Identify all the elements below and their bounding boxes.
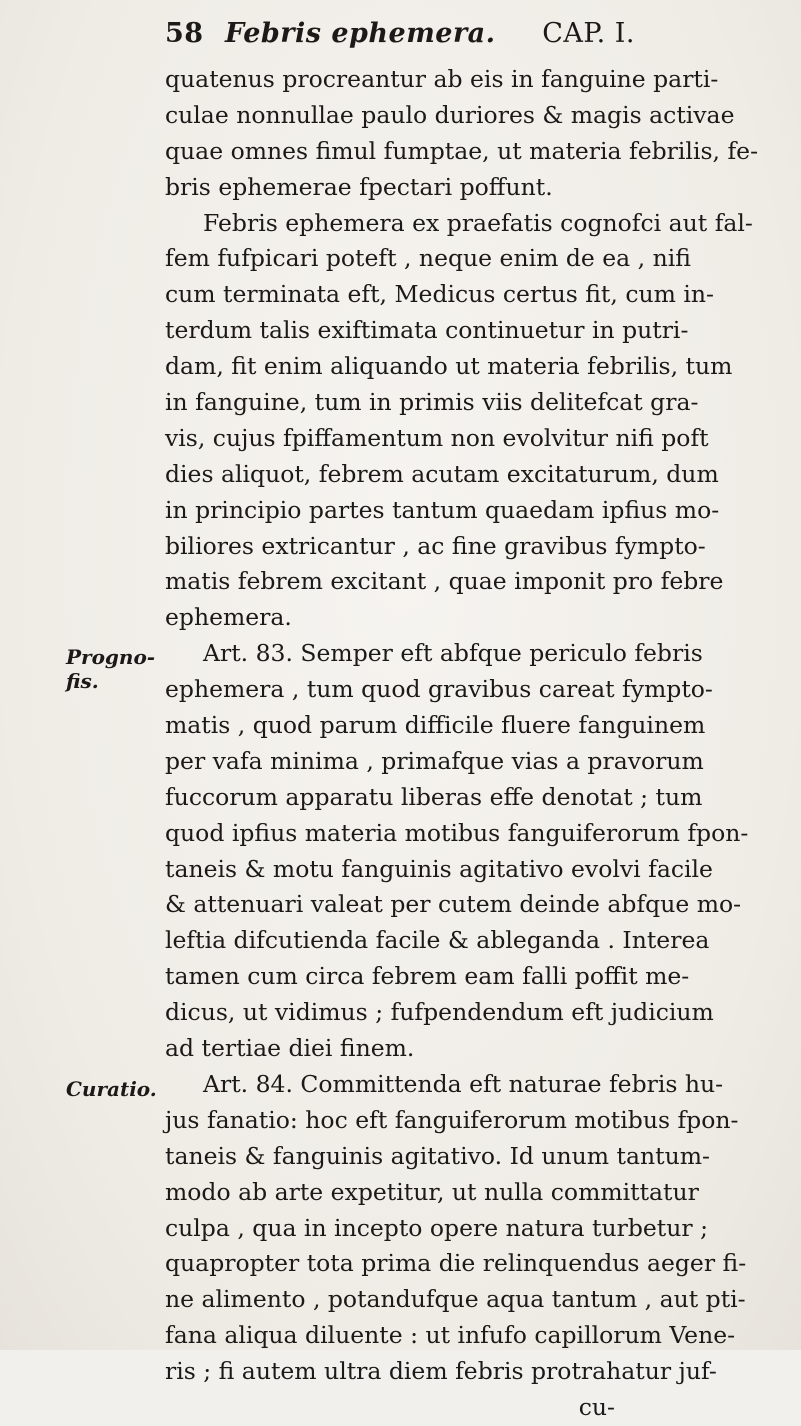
text-line: Art. 84. Committenda eft naturae febris hu-	[203, 1069, 724, 1098]
text-line: & attenuari valeat per cutem deinde abfque mo-	[165, 890, 742, 919]
page-number: 58	[165, 18, 204, 49]
text-line: Febris ephemera ex praefatis cognofci aut fal-	[203, 208, 753, 237]
text-line: ad tertiae diei finem.	[165, 1034, 415, 1063]
text-line: matis febrem excitant , quae imponit pro febre	[165, 567, 724, 596]
text-line: ephemera , tum quod gravibus careat fympto-	[165, 675, 713, 704]
text-line: taneis & fanguinis agitativo. Id unum tantum-	[165, 1141, 710, 1170]
running-title: Febris ephemera.	[225, 18, 496, 49]
text-line: in principio partes tantum quaedam ipfius mo-	[165, 495, 720, 524]
catchword: cu-	[578, 1392, 615, 1421]
text-line: matis , quod parum difficile fluere fanguinem	[165, 711, 706, 740]
margin-note-curatio	[66, 1077, 161, 1101]
margin-note-line: Curatio.	[66, 1077, 157, 1101]
text-line: bris ephemerae fpectari poffunt.	[165, 172, 553, 201]
text-line: fuccorum apparatu liberas effe denotat ; tum	[165, 782, 703, 811]
text-line: terdum talis exiftimata continuetur in putri-	[165, 316, 689, 345]
text-line: taneis & motu fanguinis agitativo evolvi facile	[165, 854, 713, 883]
text-line: fem fufpicari poteft , neque enim de ea , nifi	[165, 244, 691, 273]
text-line: fana aliqua diluente : ut infufo capillorum Vene-	[165, 1321, 736, 1350]
text-line: culpa , qua in incepto opere natura turbetur ;	[165, 1213, 708, 1242]
text-line: dicus, ut vidimus ; fufpendendum eft judicium	[165, 998, 714, 1027]
text-line: ne alimento , potandufque aqua tantum , aut pti-	[165, 1285, 746, 1314]
text-line: quapropter tota prima die relinquendus aeger fi-	[165, 1249, 747, 1278]
text-line: quatenus procreantur ab eis in fanguine parti-	[165, 65, 719, 93]
margin-note-line: Progno-	[66, 645, 156, 669]
text-line: quod ipfius materia motibus fanguiferorum fpon-	[165, 818, 749, 847]
text-line: cum terminata eft, Medicus certus fit, cum in-	[165, 280, 714, 309]
margin-note-line: fis.	[66, 669, 99, 693]
text-line: jus fanatio: hoc eft fanguiferorum motibus fpon-	[165, 1105, 739, 1134]
page-header	[165, 14, 635, 54]
text-line: quae omnes fimul fumptae, ut materia febrilis, fe-	[165, 136, 759, 165]
text-line: in fanguine, tum in primis viis delitefcat gra-	[165, 388, 699, 417]
margin-note-prognosis	[66, 645, 161, 693]
chapter-label: CAP. I.	[542, 18, 635, 49]
text-line: modo ab arte expetitur, ut nulla committatur	[165, 1177, 699, 1206]
text-line: ris ; fi autem ultra diem febris protrahatur juf-	[165, 1357, 717, 1386]
body-text	[165, 62, 759, 1426]
text-line: per vafa minima , primafque vias a pravorum	[165, 746, 704, 775]
text-line: biliores extricantur , ac fine gravibus fympto-	[165, 531, 706, 560]
text-line: vis, cujus fpiffamentum non evolvitur nifi poft	[165, 423, 709, 452]
text-line: culae nonnullae paulo duriores & magis activae	[165, 100, 735, 129]
text-line: Art. 83. Semper eft abfque periculo febris	[203, 639, 703, 668]
text-line: tamen cum circa febrem eam falli poffit me-	[165, 962, 690, 991]
text-line: ephemera.	[165, 603, 292, 632]
text-line: leftia difcutienda facile & ableganda . Interea	[165, 926, 710, 955]
text-line: dam, fit enim aliquando ut materia febrilis, tum	[165, 352, 733, 381]
text-line: dies aliquot, febrem acutam excitaturum, dum	[165, 459, 719, 488]
